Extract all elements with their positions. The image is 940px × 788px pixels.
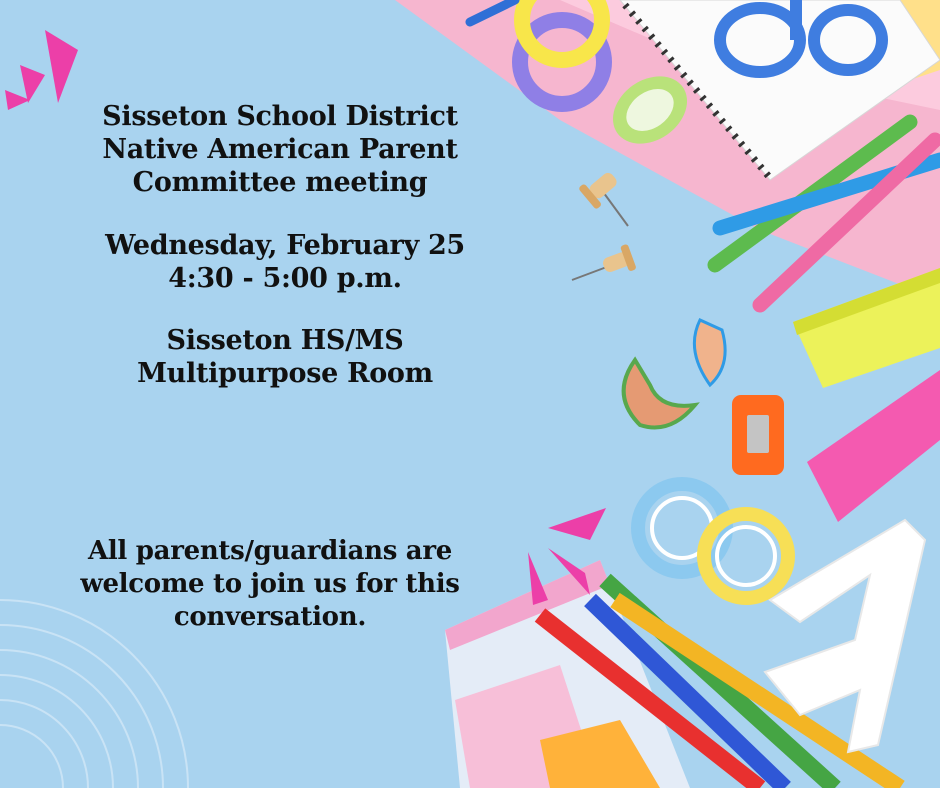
invite-line-2: welcome to join us for this [80,569,460,599]
title-line-1: Sisseton School District [102,101,458,132]
pink-burst-icon [5,30,78,110]
push-pins [572,166,637,280]
highlighters [793,268,940,522]
meeting-date: Wednesday, February 25 [105,230,465,261]
invite-line-3: conversation. [173,602,367,632]
meeting-title [70,100,490,199]
tape-rolls-bottom [638,484,788,598]
title-line-3: Committee meeting [132,167,428,198]
title-line-2: Native American Parent [102,134,458,165]
pencil-shavings [624,320,725,428]
meeting-time: 4:30 - 5:00 p.m. [168,263,402,294]
meeting-venue [70,324,500,390]
venue-line-2: Multipurpose Room [137,358,433,389]
invitation-text [40,535,500,634]
orange-sharpener [732,395,784,475]
meeting-date-time [70,229,500,295]
invite-line-1: All parents/guardians are [87,536,452,566]
venue-line-1: Sisseton HS/MS [166,325,404,356]
scissors-handle [790,0,802,40]
